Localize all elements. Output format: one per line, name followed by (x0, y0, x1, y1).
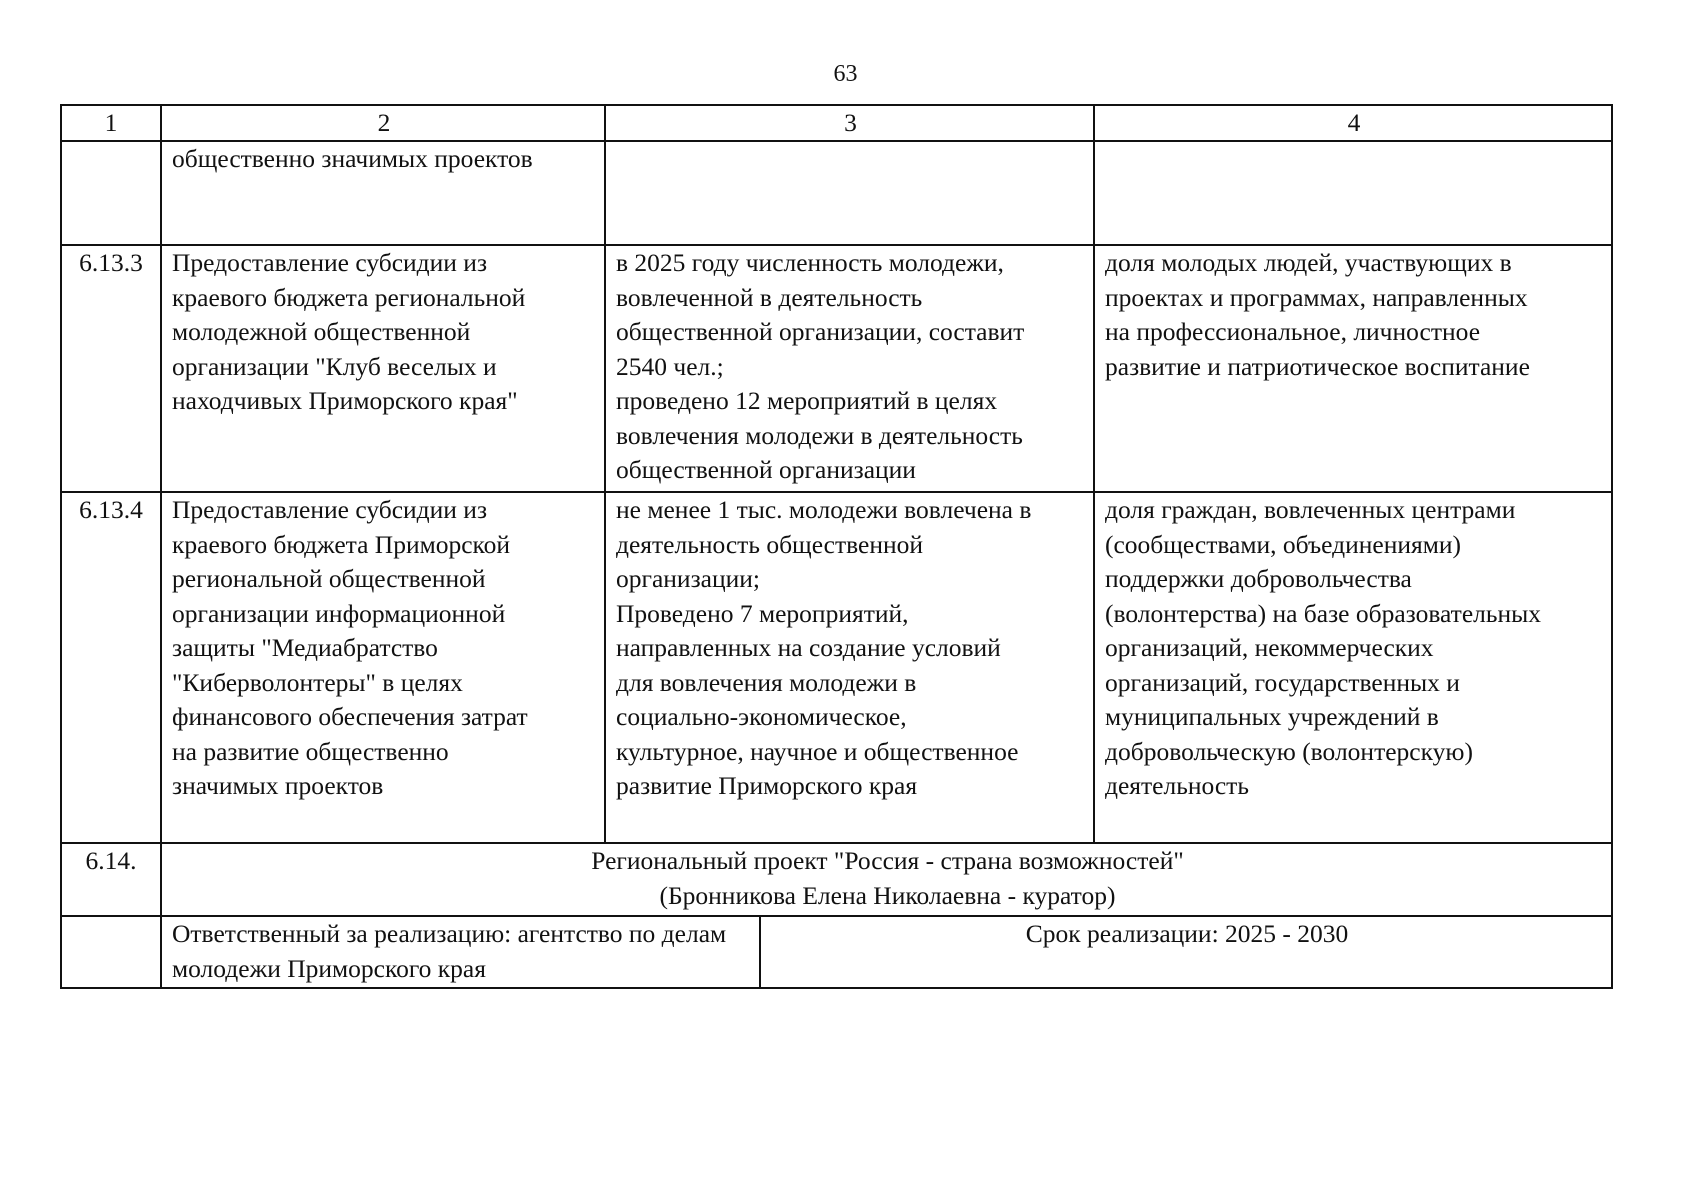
project-title: Региональный проект "Россия - страна возможностей" (591, 846, 1184, 875)
row-number: 6.13.4 (61, 492, 161, 843)
text-line: общественной организации, составит (616, 317, 1025, 346)
text-line: развитие и патриотическое воспитание (1105, 351, 1530, 381)
text-line: Проведено 7 мероприятий, (616, 598, 909, 628)
text-line: Ответственный за реализацию: агентство по делам (172, 919, 727, 948)
project-number: 6.14. (61, 843, 161, 916)
table-row-continuation (61, 141, 1612, 245)
text-line: вовлеченной в деятельность (616, 282, 923, 312)
text-line: поддержки добровольчества (1105, 564, 1412, 593)
footer-num-cell (61, 916, 161, 988)
project-footer-row (61, 916, 1612, 988)
continuation-col2: общественно значимых проектов (161, 141, 605, 245)
text-line: организаций, некоммерческих (1105, 633, 1434, 662)
text-line: (волонтерства) на базе образовательных (1105, 598, 1542, 628)
text-line: молодежи Приморского края (172, 953, 486, 983)
text-line: организации "Клуб веселых и (172, 351, 497, 381)
row-indicator-cell (1094, 245, 1612, 492)
table-header-row (61, 105, 1612, 141)
row-result-cell (605, 245, 1094, 492)
text-line: Предоставление субсидии из (172, 248, 488, 277)
text-line: для вовлечения молодежи в (616, 667, 917, 697)
text-line: организаций, государственных и (1105, 667, 1460, 697)
text-line: доля граждан, вовлеченных центрами (1105, 495, 1516, 524)
header-col-2: 2 (161, 105, 605, 141)
text-line: деятельность (1105, 771, 1249, 800)
row-number: 6.13.3 (61, 245, 161, 492)
text-line: муниципальных учреждений в (1105, 702, 1439, 731)
text-line: финансового обеспечения затрат (172, 702, 528, 731)
continuation-col4 (1094, 141, 1612, 245)
header-col-3: 3 (605, 105, 1094, 141)
project-title-cell (161, 843, 1612, 916)
header-col-1: 1 (61, 105, 161, 141)
text-line: "Киберволонтеры" в целях (172, 667, 463, 697)
row-event-cell (161, 492, 605, 843)
text-line: находчивых Приморского края" (172, 386, 518, 415)
text-line: организации информационной (172, 598, 506, 628)
text-line: значимых проектов (172, 771, 384, 800)
header-col-4: 4 (1094, 105, 1612, 141)
text-line: проектах и программах, направленных (1105, 282, 1528, 312)
row-indicator-cell (1094, 492, 1612, 843)
text-line: культурное, научное и общественное (616, 736, 1019, 766)
text-line: добровольческую (волонтерскую) (1105, 736, 1473, 766)
project-curator: (Бронникова Елена Николаевна - куратор) (659, 880, 1116, 910)
project-row (61, 843, 1612, 916)
text-line: проведено 12 мероприятий в целях (616, 386, 998, 415)
term-cell: Срок реализации: 2025 - 2030 (760, 916, 1612, 988)
text-line: защиты "Медиабратство (172, 633, 438, 662)
text-line: на развитие общественно (172, 736, 449, 766)
table-row (61, 245, 1612, 492)
row-result-cell (605, 492, 1094, 843)
text-line: Предоставление субсидии из (172, 495, 488, 524)
text-line: краевого бюджета Приморской (172, 529, 511, 559)
text-line: организации; (616, 564, 760, 593)
measures-table (60, 104, 1613, 989)
text-line: не менее 1 тыс. молодежи вовлечена в (616, 495, 1032, 524)
text-line: в 2025 году численность молодежи, (616, 248, 1004, 277)
text-line: деятельность общественной (616, 529, 924, 559)
continuation-num-cell (61, 141, 161, 245)
text-line: направленных на создание условий (616, 633, 1001, 662)
text-line: краевого бюджета региональной (172, 282, 526, 312)
text-line: (сообществами, объединениями) (1105, 529, 1462, 559)
continuation-col3 (605, 141, 1094, 245)
text-line: доля молодых людей, участвующих в (1105, 248, 1512, 277)
table-row (61, 492, 1612, 843)
text-line: развитие Приморского края (616, 771, 918, 800)
text-line: вовлечения молодежи в деятельность (616, 420, 1023, 450)
text-line: социально-экономическое, (616, 702, 907, 731)
responsible-cell (161, 916, 760, 988)
row-event-cell (161, 245, 605, 492)
text-line: 2540 чел.; (616, 351, 724, 381)
text-line: молодежной общественной (172, 317, 471, 346)
page-number: 63 (833, 61, 858, 87)
text-line: на профессиональное, личностное (1105, 317, 1481, 346)
text-line: региональной общественной (172, 564, 486, 593)
text-line: общественной организации (616, 455, 916, 484)
